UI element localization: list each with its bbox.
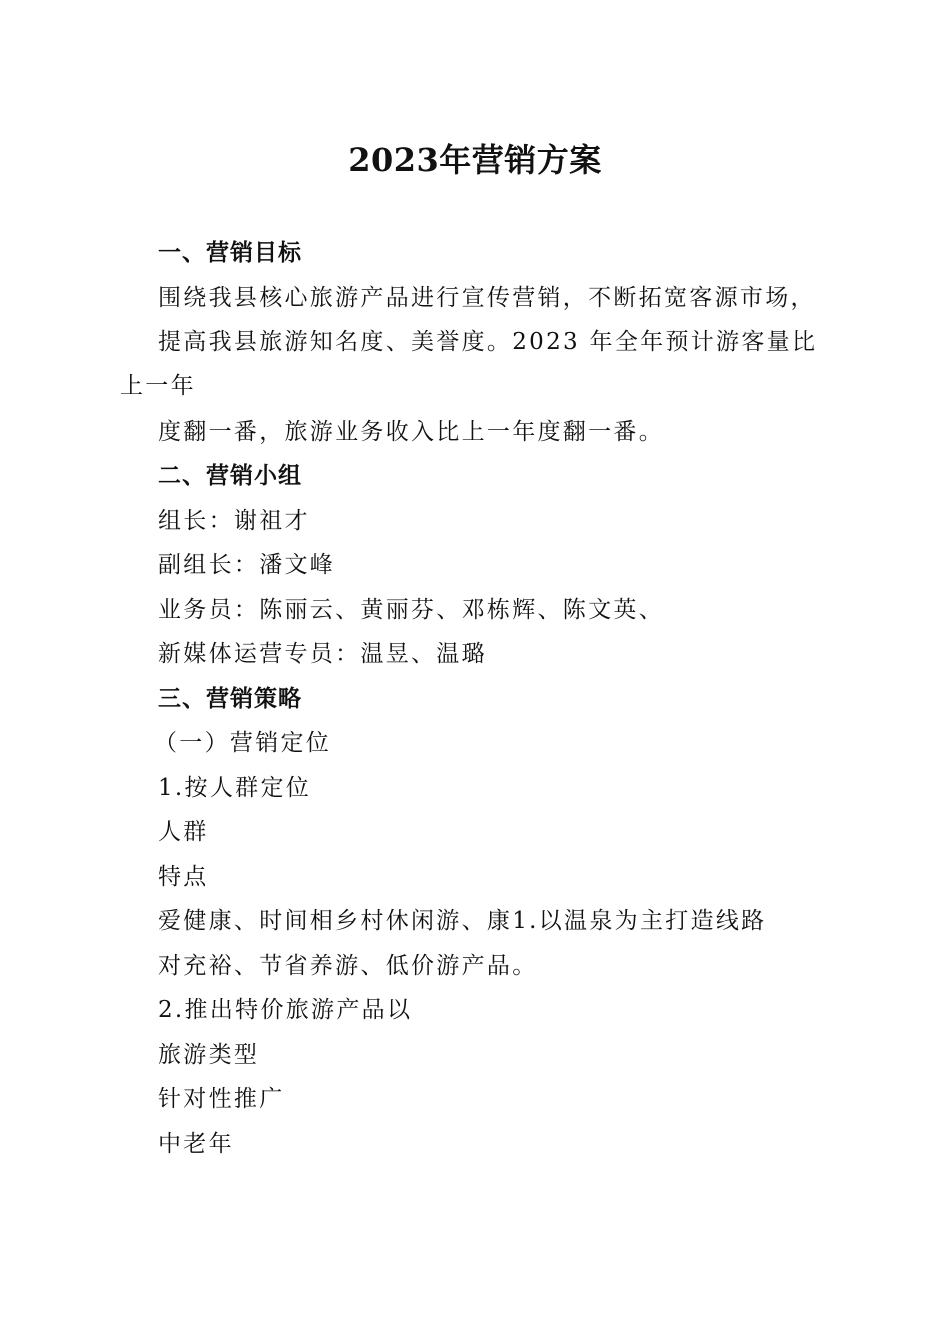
text-line: 中老年: [158, 1131, 234, 1157]
text-line: 特点: [158, 864, 209, 890]
team-deputy-leader: 副组长：潘文峰: [158, 552, 336, 578]
paragraph-line: 上一年: [120, 373, 196, 399]
subsection-heading: （一）营销定位: [154, 730, 332, 756]
team-staff: 业务员：陈丽云、黄丽芬、邓栋辉、陈文英、: [158, 597, 664, 623]
list-item: 2.推出特价旅游产品以: [158, 997, 413, 1023]
text-line: 对充裕、节省养游、低价游产品。: [158, 953, 538, 979]
team-new-media: 新媒体运营专员：温昱、温璐: [158, 641, 487, 667]
document-title: 2023年营销方案: [348, 141, 602, 179]
text-line: 爱健康、时间相乡村休闲游、康1.以温泉为主打造线路: [158, 908, 767, 934]
list-item: 1.按人群定位: [158, 775, 312, 801]
section-heading-strategy: 三、营销策略: [158, 686, 302, 712]
text-line: 旅游类型: [158, 1042, 260, 1068]
team-leader: 组长：谢祖才: [158, 508, 310, 534]
section-heading-goals: 一、营销目标: [158, 240, 302, 266]
paragraph-line: 围绕我县核心旅游产品进行宣传营销，不断拓宽客源市场，: [158, 285, 816, 311]
text-line: 人群: [158, 819, 209, 845]
text-line: 针对性推广: [158, 1086, 285, 1112]
section-heading-team: 二、营销小组: [158, 463, 302, 489]
paragraph-line: 度翻一番，旅游业务收入比上一年度翻一番。: [158, 419, 664, 445]
paragraph-line: 提高我县旅游知名度、美誉度。2023 年全年预计游客量比: [158, 329, 818, 355]
